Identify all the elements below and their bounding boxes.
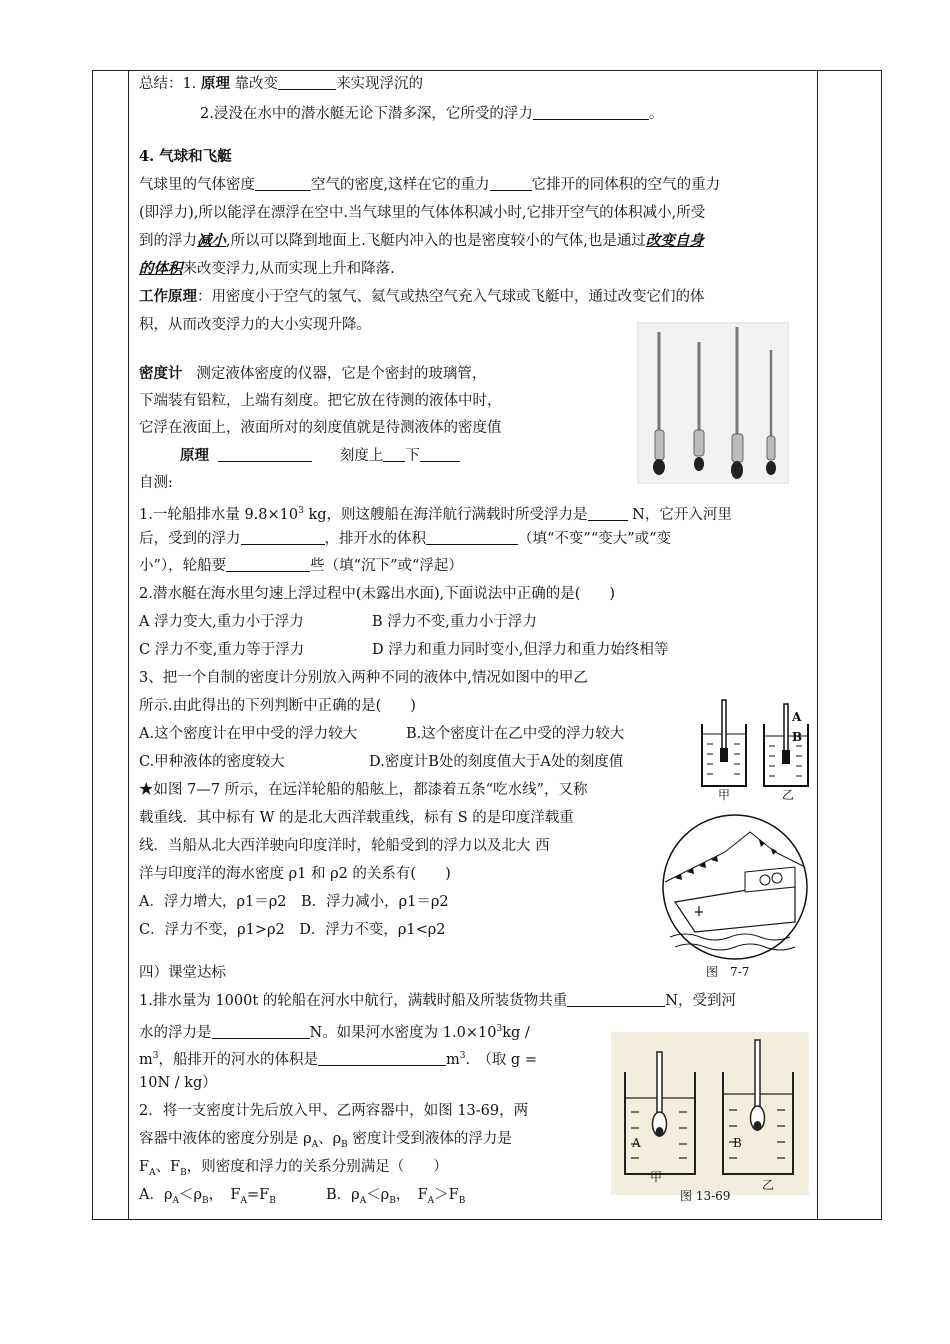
selftest-q4-options-ab: A．浮力增大，ρ1＝ρ2 B．浮力减小，ρ1＝ρ2: [139, 894, 449, 910]
work-principle-line-2: 积，从而改变浮力的大小实现升降。: [139, 317, 371, 333]
balloon-para-2: (即浮力),所以能浮在漂浮在空中.当气球里的气体体积减小时,它排开空气的体积减小,所受: [139, 205, 706, 221]
selftest-q3-option-b: B.这个密度计在乙中受的浮力较大: [406, 726, 625, 742]
fig-13-69-caption: 图 13-69: [680, 1189, 731, 1203]
selftest-q1-line-3: 小”），轮船要 些（填“沉下”或“浮起）: [139, 558, 463, 574]
selftest-q4-options-cd: C．浮力不变，ρ1>ρ2 D．浮力不变，ρ1<ρ2: [139, 922, 446, 938]
selftest-q3-line-1: 3、把一个自制的密度计分别放入两种不同的液体中,情况如图中的甲乙: [139, 670, 588, 686]
selftest-q2-option-b: B 浮力不变,重力小于浮力: [372, 614, 537, 630]
fig-13-69-label-a: A: [632, 1136, 641, 1150]
balloon-para-3: 到的浮力减小,所以可以降到地面上.飞艇内冲入的也是密度较小的气体,也是通过改变自身: [139, 232, 704, 249]
fig-label-jia: 甲: [718, 788, 731, 802]
hydrometer-photo: [637, 322, 789, 484]
selftest-q2-option-d: D 浮力和重力同时变小,但浮力和重力始终相等: [372, 642, 669, 658]
class-q1-line-4: 10N / kg）: [139, 1075, 217, 1091]
hydrometer-line-3: 它浮在液面上，液面所对的刻度值就是待测液体的密度值: [139, 420, 502, 436]
selftest-q4-line-4: 洋与印度洋的海水密度 ρ1 和 ρ2 的关系有( ): [139, 866, 451, 882]
class-q2-line-1: 2．将一支密度计先后放入甲、乙两容器中，如图 13-69，两: [139, 1103, 529, 1119]
column-divider-left: [128, 70, 129, 1220]
selftest-q2-option-a: A 浮力变大,重力小于浮力: [139, 614, 304, 630]
selftest-q1-line-2: 后，受到的浮力 ，排开水的体积 （填“不变”“变大”或“变: [139, 531, 672, 547]
balloon-heading: 4. 气球和飞艇: [139, 148, 232, 165]
selftest-q1-line-1: 1.一轮船排水量 $9.8\times 10^3$ kg，则这艘船在海洋航行满载时所受浮力是 N，它开入河里: [139, 506, 732, 523]
fig-label-a: A: [792, 710, 802, 724]
fig-13-69-label-yi: 乙: [762, 1178, 775, 1192]
class-q2-option-b: B．$\rho_A<\rho_B$， $F_A>F_B$: [326, 1187, 466, 1206]
class-q2-option-a: A．$\rho_A<\rho_B$， $F_A=F_B$: [139, 1187, 276, 1206]
balloon-para-1: 气球里的气体密度 空气的密度,这样在它的重力 它排开的同体积的空气的重力: [139, 177, 721, 193]
fig-label-b: B: [792, 730, 803, 744]
selftest-q3-option-d: D.密度计B处的刻度值大于A处的刻度值: [369, 754, 624, 770]
beaker-figure-13-69: [611, 1032, 809, 1195]
fig-label-yi: 乙: [782, 788, 795, 802]
class-q1-line-1: 1.排水量为 1000t 的轮船在河水中航行，满载时船及所装货物共重 N，受到河: [139, 993, 736, 1009]
selftest-q4-line-2: 载重线．其中标有 W 的是北大西洋载重线，标有 S 的是印度洋载重: [139, 810, 574, 826]
selftest-q3-line-2: 所示.由此得出的下列判断中正确的是( ): [139, 698, 416, 714]
selftest-q2: 2.潜水艇在海水里匀速上浮过程中(未露出水面),下面说法中正确的是( ): [139, 586, 616, 602]
selftest-q3-option-c: C.甲种液体的密度较大: [139, 754, 285, 770]
work-principle-line-1: 工作原理：用密度小于空气的氢气、氦气或热空气充入气球或飞艇中，通过改变它们的体: [139, 288, 705, 305]
balloon-para-4: 的体积来改变浮力,从而实现上升和降落.: [139, 260, 395, 277]
column-divider-right: [817, 70, 818, 1220]
ship-figure-7-7: [655, 812, 815, 962]
class-q1-line-3: $m^3$，船排开的河水的体积是 $m^3$. （取 g =: [139, 1051, 537, 1068]
class-title: 四）课堂达标: [139, 965, 226, 981]
selftest-q2-option-c: C 浮力不变,重力等于浮力: [139, 642, 305, 658]
hydrometer-line-2: 下端装有铅粒，上端有刻度。把它放在待测的液体中时，: [139, 393, 502, 409]
hydrometer-line-1: 密度计 测定液体密度的仪器，它是个密封的玻璃管，: [139, 365, 487, 382]
selftest-q3-option-a: A.这个密度计在甲中受的浮力较大: [139, 726, 358, 742]
summary-line-2: 2.浸没在水中的潜水艇无论下潜多深，它所受的浮力 。: [200, 106, 664, 122]
fig-13-69-label-b: B: [733, 1136, 742, 1150]
selftest-title: 自测:: [139, 475, 173, 491]
summary-line-1: 总结：1. 原理 靠改变 来实现浮沉的: [139, 75, 424, 92]
fig-7-7-caption: 图 7-7: [706, 965, 750, 979]
class-q1-line-2: 水的浮力是 N。如果河水密度为 $1.0\times 10^3kg$ /: [139, 1024, 530, 1041]
selftest-q4-line-3: 线．当船从北大西洋驶向印度洋时，轮船受到的浮力以及北大 西: [139, 838, 550, 854]
hydrometer-principle: 原理 刻度上 下: [180, 447, 460, 465]
class-q2-line-2: 容器中液体的密度分别是 $\rho_A$、$\rho_B$ 密度计受到液体的浮力是: [139, 1131, 512, 1150]
fig-13-69-label-jia: 甲: [650, 1170, 663, 1184]
selftest-q4-line-1: ★如图 7—7 所示，在远洋轮船的船舷上，都漆着五条“吃水线”，又称: [139, 782, 588, 798]
class-q2-line-3: $F_A$、$F_B$，则密度和浮力的关系分别满足（ ）: [139, 1159, 448, 1178]
